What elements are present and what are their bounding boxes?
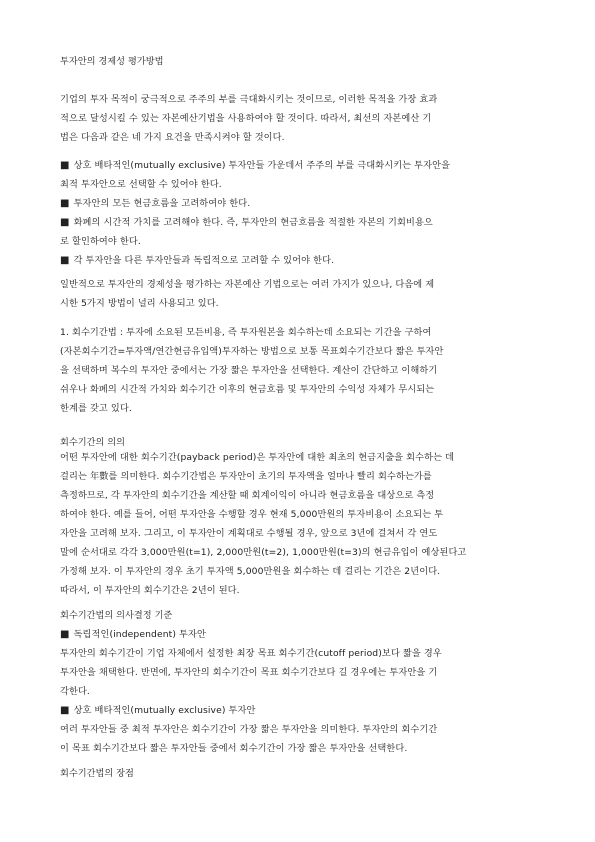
list-item: ■ 독립적인(independent) 투자안 [60, 629, 206, 640]
meaning-line: 자안을 고려해 보자. 그리고, 이 투자안이 계획대로 수행될 경우, 앞으로 3년에 걸쳐서 각 연도 [60, 528, 438, 539]
list-item-continuation: 로 할인하여야 한다. [60, 236, 141, 247]
method1-line: (자본회수기간=투자액/연간현금유입액)투자하는 방법으로 보통 목표회수기간보다 짧은 투자안 [60, 346, 444, 357]
meaning-line: 가정해 보자. 이 투자안의 경우 초기 투자액 5,000만원을 회수하는 데 걸리는 기간은 2년이다. [60, 566, 441, 577]
bullet-square-icon: ■ [60, 705, 70, 716]
bullet-square-icon: ■ [60, 198, 70, 209]
intro-line: 적으로 달성시킬 수 있는 자본예산기법을 사용하여야 할 것이다. 따라서, 최선의 자본예산 기 [60, 113, 432, 124]
list-item: ■ 상호 배타적인(mutually exclusive) 투자안 [60, 705, 256, 716]
meaning-line: 하여야 한다. 예를 들어, 어떤 투자안을 수행할 경우 현재 5,000만원의 투자비용이 소요되는 투 [60, 509, 444, 520]
bullet-square-icon: ■ [60, 629, 70, 640]
meaning-paragraph [60, 448, 540, 600]
list-item-continuation: 최적 투자안으로 선택할 수 있어야 한다. [60, 179, 222, 190]
meaning-line: 걸리는 年數를 의미한다. 회수기간법은 투자안이 초기의 투자액을 얼마나 빨리 회수하는가를 [60, 471, 432, 482]
exclusive-line: 이 목표 회수기간보다 짧은 투자안들 중에서 회수기간이 가장 짧은 투자안을 선택한다. [60, 743, 408, 754]
method1-line: 을 선택하며 복수의 투자안 중에서는 가장 짧은 투자안을 선택한다. 계산이 간단하고 이해하기 [60, 365, 438, 376]
meaning-line: 따라서, 이 투자안의 회수기간은 2년이 된다. [60, 585, 240, 596]
section-heading: 회수기간법의 장점 [60, 768, 134, 779]
general-paragraph [60, 275, 540, 313]
method1-line: 1. 회수기간법 : 투자에 소요된 모든비용, 즉 투자원본을 회수하는데 소요되는 기간을 구하여 [60, 327, 432, 338]
list-item: ■ 투자안의 모든 현금흐름을 고려하여야 한다. [60, 198, 251, 209]
general-line: 일반적으로 투자안의 경제성을 평가하는 자본예산 기법으로는 여러 가지가 있으나, 다음에 제 [60, 279, 435, 290]
independent-line: 투자안을 채택한다. 반면에, 투자안의 회수기간이 목표 회수기간보다 길 경우에는 투자안을 기 [60, 667, 438, 678]
requirements-list [60, 156, 540, 270]
method1-line: 한계를 갖고 있다. [60, 403, 132, 414]
intro-line: 기업의 투자 목적이 궁극적으로 주주의 부를 극대화시키는 것이므로, 이러한 목적을 가장 효과 [60, 94, 438, 105]
decision-criteria [60, 625, 540, 758]
meaning-line: 측정하므로, 각 투자안의 회수기간을 계산할 때 회계이익이 아니라 현금흐름을 대상으로 측정 [60, 490, 435, 501]
document-title: 투자안의 경제성 평가방법 [60, 56, 164, 67]
list-item: ■ 각 투자안을 다른 투자안들과 독립적으로 고려할 수 있어야 한다. [60, 255, 335, 266]
meaning-line: 말에 순서대로 각각 3,000만원(t=1), 2,000만원(t=2), 1,000만원(t=3)의 현금유입이 예상된다고 [60, 547, 467, 558]
method1-paragraph [60, 323, 540, 418]
bullet-square-icon: ■ [60, 160, 70, 171]
independent-line: 투자안의 회수기간이 기업 자체에서 설정한 최장 목표 회수기간(cutoff period)보다 짧을 경우 [60, 648, 442, 659]
section-heading: 회수기간의 의의 [60, 437, 126, 448]
section-heading: 회수기간법의 의사결정 기준 [60, 610, 173, 621]
list-item: ■ 화폐의 시간적 가치를 고려해야 한다. 즉, 투자안의 현금흐름을 적절한 자본의 기회비용으 [60, 217, 433, 228]
intro-paragraph [60, 90, 540, 147]
intro-line: 법은 다음과 같은 네 가지 요건을 만족시켜야 할 것이다. [60, 132, 285, 143]
meaning-line: 어떤 투자안에 대한 회수기간(payback period)은 투자안에 대한 최초의 현금지출을 회수하는 데 [60, 452, 455, 463]
method1-line: 쉬우나 화폐의 시간적 가치와 회수기간 이후의 현금흐름 및 투자안의 수익성 자체가 무시되는 [60, 384, 435, 395]
bullet-square-icon: ■ [60, 217, 70, 228]
exclusive-line: 여러 투자안들 중 최적 투자안은 회수기간이 가장 짧은 투자안을 의미한다. 투자안의 회수기간 [60, 724, 438, 735]
general-line: 시한 5가지 방법이 널리 사용되고 있다. [60, 298, 219, 309]
independent-line: 각한다. [60, 686, 90, 697]
bullet-square-icon: ■ [60, 255, 70, 266]
list-item: ■ 상호 배타적인(mutually exclusive) 투자안들 가운데서 주주의 부를 극대화시키는 투자안을 [60, 160, 451, 171]
